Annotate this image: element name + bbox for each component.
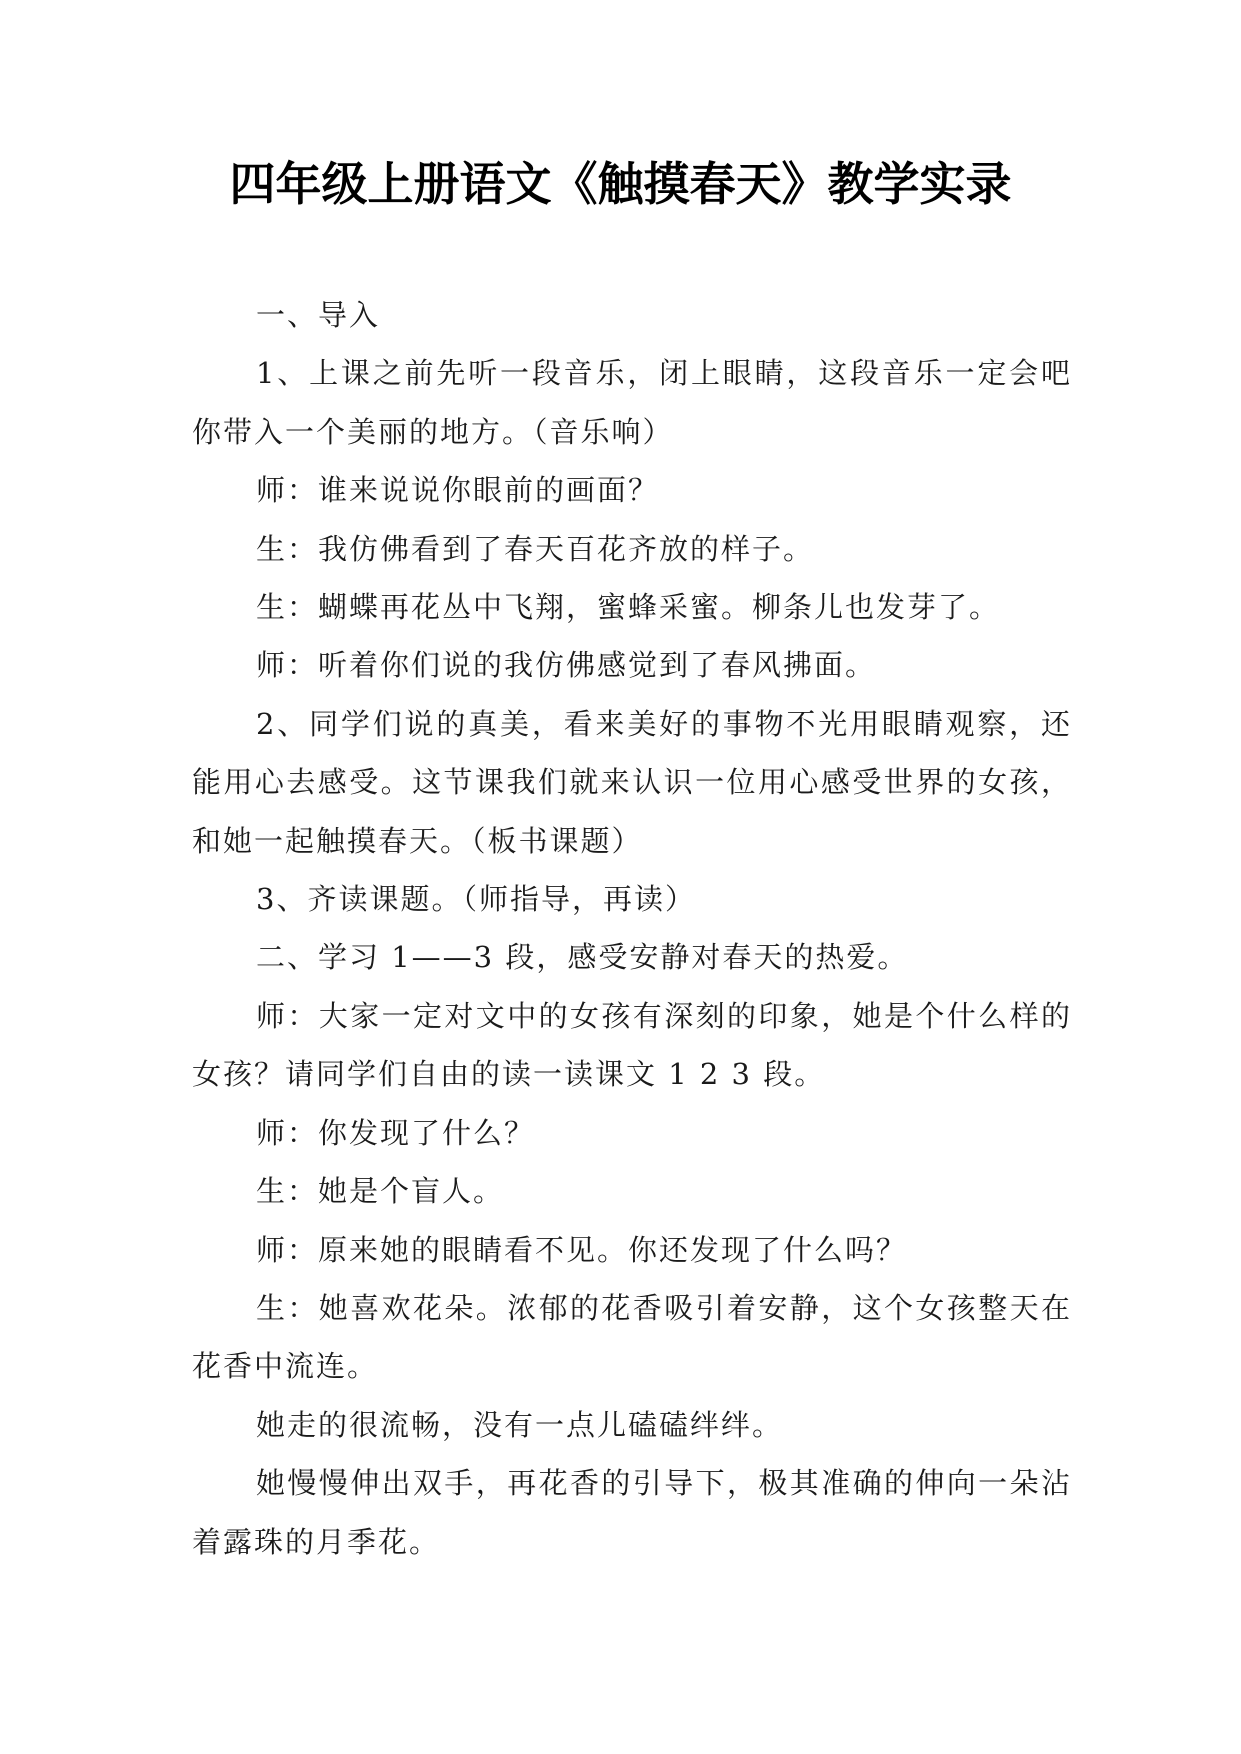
paragraph: 1、上课之前先听一段音乐，闭上眼睛，这段音乐一定会吧你带入一个美丽的地方。（音乐响） (192, 356, 1072, 449)
paragraph: 3、齐读课题。（师指导，再读） (256, 882, 696, 917)
paragraph: 2、同学们说的真美，看来美好的事物不光用眼睛观察，还能用心去感受。这节课我们就来认识一位用心感受世界的女孩，和她一起触摸春天。（板书课题） (192, 706, 1072, 858)
paragraph: 师：听着你们说的我仿佛感觉到了春风拂面。 (256, 648, 877, 683)
paragraph-section-study: 二、学习 1——3 段，感受安静对春天的热爱。 (256, 940, 909, 975)
paragraph: 生：蝴蝶再花丛中飞翔，蜜蜂采蜜。柳条儿也发芽了。 (256, 590, 1001, 625)
paragraph: 生：我仿佛看到了春天百花齐放的样子。 (256, 531, 815, 566)
paragraph: 她走的很流畅，没有一点儿磕磕绊绊。 (256, 1407, 784, 1442)
paragraph: 师：你发现了什么？ (256, 1115, 536, 1150)
document-body (192, 286, 1072, 1571)
paragraph: 师：大家一定对文中的女孩有深刻的印象，她是个什么样的女孩？请同学们自由的读一读课文 1 2 3 段。 (192, 998, 1072, 1092)
paragraph: 她慢慢伸出双手，再花香的引导下，极其准确的伸向一朵沾着露珠的月季花。 (192, 1466, 1072, 1559)
paragraph-section-intro: 一、导入 (256, 298, 381, 332)
paragraph: 师：原来她的眼睛看不见。你还发现了什么吗？ (256, 1232, 908, 1267)
document-title: 四年级上册语文《触摸春天》教学实录 (229, 157, 1012, 211)
paragraph: 生：她是个盲人。 (256, 1174, 505, 1209)
paragraph: 师：谁来说说你眼前的画面？ (256, 473, 660, 508)
paragraph: 生：她喜欢花朵。浓郁的花香吸引着安静，这个女孩整天在花香中流连。 (192, 1290, 1072, 1384)
